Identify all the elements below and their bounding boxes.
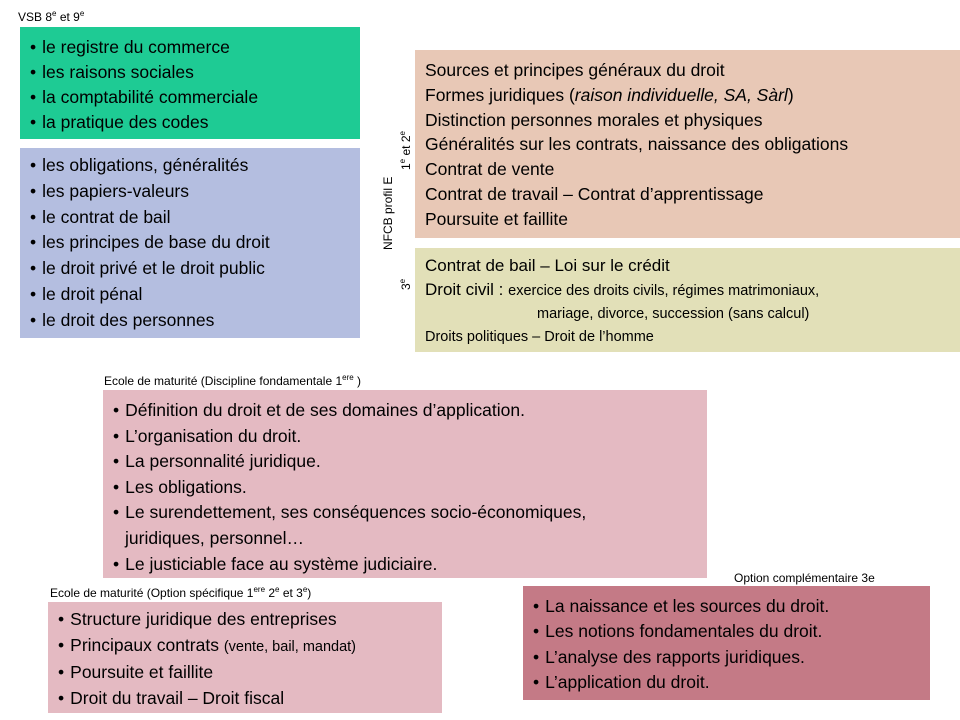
list-item: • la comptabilité commerciale: [30, 87, 259, 107]
list-item: • L’application du droit.: [533, 671, 710, 692]
vsb-commerce-box: [20, 27, 360, 139]
list-item: • le registre du commerce: [30, 37, 230, 57]
option-complementaire-box: [523, 586, 930, 700]
em-fondamentale-box: [103, 390, 707, 578]
list-item: • Le justiciable face au système judiciaire.: [113, 553, 438, 574]
text-line: Contrat de vente: [425, 159, 555, 180]
list-item: • les obligations, généralités: [30, 155, 249, 175]
text-line: Sources et principes généraux du droit: [425, 60, 725, 80]
list-item: • L’analyse des rapports juridiques.: [533, 646, 805, 667]
text-line: Contrat de bail – Loi sur le crédit: [425, 256, 670, 275]
list-item: • Les obligations.: [113, 476, 247, 497]
text-line: Contrat de travail – Contrat d’apprentissage: [425, 183, 764, 204]
list-item: • le droit privé et le droit public: [30, 258, 265, 279]
vsb-caption: VSB 8e et 9e: [18, 9, 85, 24]
list-item-continuation: juridiques, personnel…: [125, 527, 304, 548]
nfcb-years-label: 1e et 2e: [398, 131, 413, 170]
list-item: • les principes de base du droit: [30, 232, 270, 253]
list-item: • le droit pénal: [30, 283, 143, 304]
list-item: • la pratique des codes: [30, 112, 209, 132]
list-item: • le droit des personnes: [30, 309, 215, 330]
text-line: Poursuite et faillite: [425, 208, 568, 229]
list-item: • le contrat de bail: [30, 206, 171, 227]
vsb-droit-box: [20, 148, 360, 338]
list-item: • La personnalité juridique.: [113, 451, 321, 472]
nfcb-profile-label: NFCB profil E: [381, 176, 395, 250]
text-line: Généralités sur les contrats, naissance des obligations: [425, 134, 849, 155]
list-item: • L’organisation du droit.: [113, 425, 302, 446]
list-item: • Droit du travail – Droit fiscal: [58, 687, 285, 708]
nfcb-third-label: 3e: [398, 278, 413, 290]
text-line: Droit civil : exercice des droits civils, régimes matrimoniaux,: [425, 280, 820, 299]
nfcb-years-1-2-box: [415, 50, 960, 238]
list-item: • Poursuite et faillite: [58, 662, 214, 682]
list-item: • Structure juridique des entreprises: [58, 609, 337, 629]
list-item: • Définition du droit et de ses domaines d’application.: [113, 400, 525, 420]
list-item: • Principaux contrats (vente, bail, mandat): [58, 634, 357, 655]
list-item: • les raisons sociales: [30, 62, 194, 82]
text-line: Distinction personnes morales et physiques: [425, 109, 763, 130]
em-specifique-box: [48, 602, 442, 713]
option-complementaire-caption: Option complémentaire 3e: [734, 571, 875, 585]
list-item: • Le surendettement, ses conséquences socio-économiques,: [113, 502, 587, 523]
list-item: • Les notions fondamentales du droit.: [533, 621, 823, 642]
list-item: • les papiers-valeurs: [30, 180, 190, 201]
em-specifique-caption: Ecole de maturité (Option spécifique 1ere 2e et 3e): [50, 585, 312, 600]
text-line: Droits politiques – Droit de l’homme: [425, 329, 654, 345]
em-fondamentale-caption: Ecole de maturité (Discipline fondamentale 1ere ): [104, 373, 362, 388]
text-line: mariage, divorce, succession (sans calcul): [537, 306, 810, 322]
text-line: Formes juridiques (raison individuelle, SA, Sàrl): [425, 84, 794, 105]
nfcb-year-3-box: [415, 248, 960, 352]
list-item: • La naissance et les sources du droit.: [533, 596, 830, 616]
